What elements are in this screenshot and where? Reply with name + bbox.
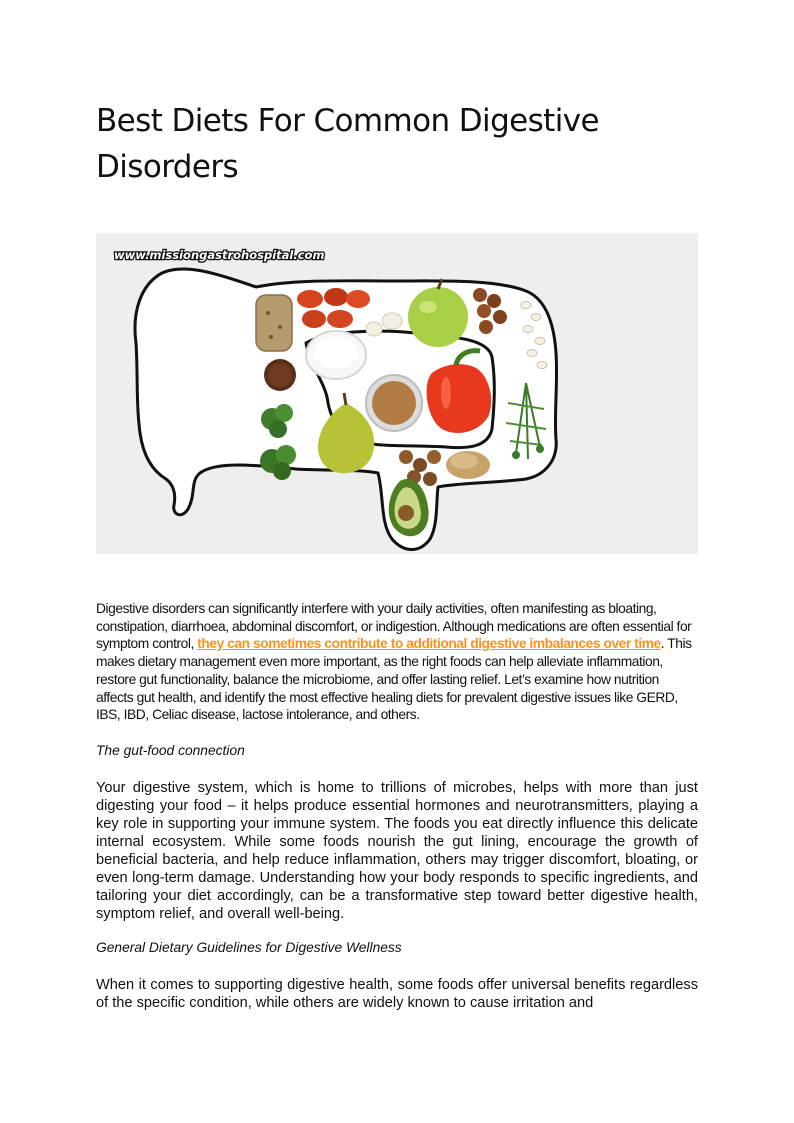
section-heading-gut-food: The gut-food connection: [96, 743, 245, 758]
section-body-gut-food: Your digestive system, which is home to trillions of microbes, helps with more than just digesting your food – it helps produce essential hormones and neurotransmitters, playing a key role in supporting your immune system. The foods you eat directly influence this delicate internal ecosystem. While some foods nourish the gut lining, encourage the growth of beneficial bacteria, and help reduce inflammation, others may trigger discomfort, bloating, or even long-term damage. Understanding how your body responds to specific ingredients, and tailoring your diet accordingly, can be a transformative step toward better digestive health, symptom relief, and overall well-being.: [96, 780, 698, 922]
intro-text-after: . This makes dietary management even more important, as the right foods can help alleviate inflammation, restore gut functionality, balance the microbiome, and offer lasting relief. Let’s examine how nutrition affects gut health, and identify the most effective healing diets for prevalent digestive issues like GERD, IBS, IBD, Celiac disease, lactose intolerance, and others.: [96, 636, 692, 723]
section-body-guidelines: When it comes to supporting digestive health, some foods offer universal benefits regardless of the specific condition, while others are widely known to cause irritation and: [96, 977, 698, 1011]
milk-glass-icon: [306, 331, 366, 379]
intro-paragraph: [96, 600, 698, 724]
grain-icon: [446, 451, 490, 479]
flaxseed-bowl-icon: [264, 359, 296, 391]
watermark-text: www.missiongastrohospital.com: [114, 248, 325, 262]
intro-text-before: Digestive disorders can significantly interfere with your daily activities, often manifesting as bloating, constipation, diarrhoea, abdominal discomfort, or indigestion. Although medications are often essential for symptom control,: [96, 601, 692, 652]
page-title: Best Diets For Common Digestive Disorders: [96, 103, 599, 185]
hero-image: [96, 233, 698, 554]
flaxseed-icon: [366, 375, 422, 431]
section-heading-guidelines: General Dietary Guidelines for Digestive Wellness: [96, 940, 402, 955]
digestive-imbalance-link[interactable]: they can sometimes contribute to additional digestive imbalances over time: [197, 636, 661, 652]
bread-icon: [256, 295, 292, 351]
gut-food-illustration: [96, 233, 698, 554]
